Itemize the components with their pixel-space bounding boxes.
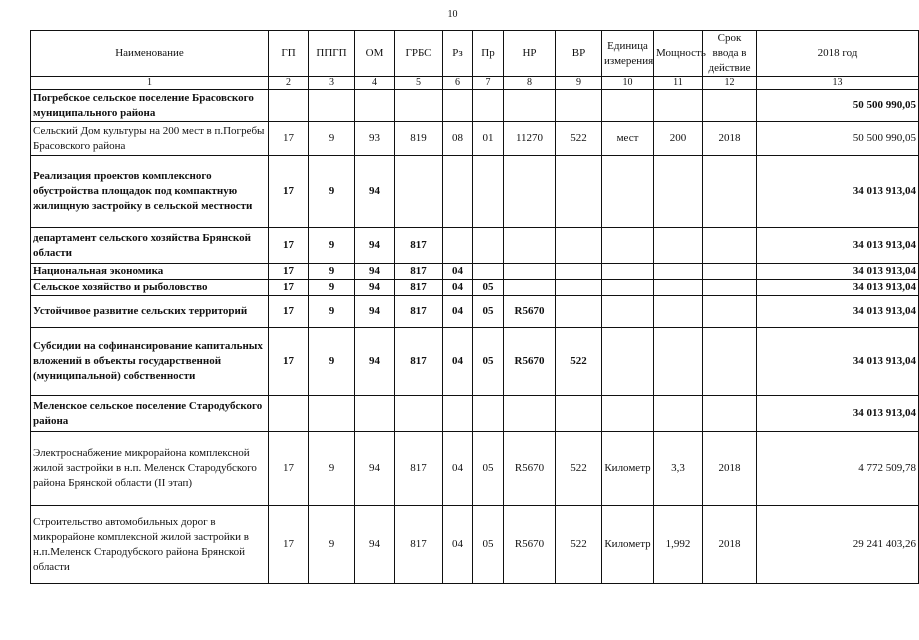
cell-vr xyxy=(556,296,602,328)
cell-capacity xyxy=(654,264,703,280)
cell-amount-2018: 34 013 913,04 xyxy=(757,280,919,296)
cell-gp: 17 xyxy=(269,280,309,296)
cell-capacity xyxy=(654,280,703,296)
cell-rz: 04 xyxy=(443,264,473,280)
cell-grbs xyxy=(395,156,443,228)
table-row xyxy=(31,296,919,328)
cell-pr xyxy=(473,90,504,122)
cell-om xyxy=(355,90,395,122)
cell-pr: 05 xyxy=(473,432,504,506)
cell-om: 94 xyxy=(355,506,395,584)
cell-grbs xyxy=(395,396,443,432)
cell-om: 94 xyxy=(355,432,395,506)
cell-capacity: 200 xyxy=(654,122,703,156)
cell-vr xyxy=(556,264,602,280)
cell-name: Меленское сельское поселение Стародубского района xyxy=(31,396,269,432)
cell-name: Устойчивое развитие сельских территорий xyxy=(31,296,269,328)
cell-name: Реализация проектов комплексного обустройства площадок под компактную жилищную застройку в сельской местности xyxy=(31,156,269,228)
cell-om xyxy=(355,396,395,432)
cell-pr: 01 xyxy=(473,122,504,156)
cell-amount-2018: 50 500 990,05 xyxy=(757,90,919,122)
table-row xyxy=(31,396,919,432)
cell-commission-date xyxy=(703,156,757,228)
cell-ppgp: 9 xyxy=(309,264,355,280)
column-number: 13 xyxy=(757,77,919,90)
column-number: 3 xyxy=(309,77,355,90)
cell-capacity: 1,992 xyxy=(654,506,703,584)
cell-unit xyxy=(602,280,654,296)
cell-gp: 17 xyxy=(269,296,309,328)
cell-om: 94 xyxy=(355,280,395,296)
column-number: 8 xyxy=(504,77,556,90)
cell-pr xyxy=(473,396,504,432)
header-pr: Пр xyxy=(473,31,504,77)
cell-commission-date: 2018 xyxy=(703,122,757,156)
cell-rz xyxy=(443,90,473,122)
cell-name: Субсидии на софинансирование капитальных вложений в объекты государственной (муниципальной) собственности xyxy=(31,328,269,396)
cell-grbs: 817 xyxy=(395,228,443,264)
cell-nr: R5670 xyxy=(504,328,556,396)
cell-ppgp xyxy=(309,396,355,432)
cell-gp: 17 xyxy=(269,264,309,280)
cell-vr: 522 xyxy=(556,432,602,506)
cell-unit: Километр xyxy=(602,432,654,506)
cell-ppgp: 9 xyxy=(309,228,355,264)
column-number: 11 xyxy=(654,77,703,90)
cell-name: Национальная экономика xyxy=(31,264,269,280)
cell-commission-date xyxy=(703,264,757,280)
cell-commission-date xyxy=(703,280,757,296)
cell-grbs: 817 xyxy=(395,432,443,506)
table-row xyxy=(31,90,919,122)
column-number: 5 xyxy=(395,77,443,90)
cell-amount-2018: 34 013 913,04 xyxy=(757,156,919,228)
cell-amount-2018: 34 013 913,04 xyxy=(757,264,919,280)
column-number: 12 xyxy=(703,77,757,90)
cell-amount-2018: 34 013 913,04 xyxy=(757,396,919,432)
cell-grbs xyxy=(395,90,443,122)
cell-gp: 17 xyxy=(269,328,309,396)
cell-ppgp: 9 xyxy=(309,328,355,396)
cell-gp: 17 xyxy=(269,156,309,228)
cell-vr: 522 xyxy=(556,122,602,156)
cell-ppgp: 9 xyxy=(309,280,355,296)
cell-unit xyxy=(602,228,654,264)
cell-gp xyxy=(269,396,309,432)
table-row xyxy=(31,506,919,584)
header-capacity: Мощность xyxy=(654,31,703,77)
column-number: 2 xyxy=(269,77,309,90)
cell-unit xyxy=(602,296,654,328)
cell-capacity xyxy=(654,90,703,122)
cell-unit: мест xyxy=(602,122,654,156)
table-body xyxy=(31,90,919,584)
cell-nr xyxy=(504,90,556,122)
cell-pr xyxy=(473,156,504,228)
column-number: 9 xyxy=(556,77,602,90)
cell-name: департамент сельского хозяйства Брянской области xyxy=(31,228,269,264)
cell-grbs: 817 xyxy=(395,296,443,328)
cell-unit xyxy=(602,264,654,280)
cell-unit xyxy=(602,156,654,228)
cell-pr: 05 xyxy=(473,296,504,328)
cell-vr xyxy=(556,228,602,264)
cell-vr: 522 xyxy=(556,506,602,584)
header-vr: ВР xyxy=(556,31,602,77)
table-row xyxy=(31,156,919,228)
cell-om: 94 xyxy=(355,228,395,264)
cell-pr: 05 xyxy=(473,328,504,396)
column-number: 7 xyxy=(473,77,504,90)
header-nr: НР xyxy=(504,31,556,77)
cell-unit xyxy=(602,90,654,122)
cell-commission-date xyxy=(703,228,757,264)
cell-name: Электроснабжение микрорайона комплексной жилой застройки в н.п. Меленск Стародубского района Брянской области (II этап) xyxy=(31,432,269,506)
header-unit: Единица измерения xyxy=(602,31,654,77)
cell-rz xyxy=(443,228,473,264)
table-row xyxy=(31,228,919,264)
cell-gp: 17 xyxy=(269,506,309,584)
cell-vr xyxy=(556,90,602,122)
page-number: 10 xyxy=(447,9,458,20)
cell-nr: R5670 xyxy=(504,432,556,506)
cell-rz: 04 xyxy=(443,280,473,296)
cell-rz: 04 xyxy=(443,328,473,396)
cell-capacity xyxy=(654,296,703,328)
cell-pr: 05 xyxy=(473,506,504,584)
column-number: 4 xyxy=(355,77,395,90)
cell-vr: 522 xyxy=(556,328,602,396)
cell-rz: 04 xyxy=(443,432,473,506)
cell-pr xyxy=(473,264,504,280)
cell-rz xyxy=(443,396,473,432)
table-row xyxy=(31,280,919,296)
cell-nr xyxy=(504,156,556,228)
cell-commission-date: 2018 xyxy=(703,506,757,584)
table-row xyxy=(31,328,919,396)
cell-ppgp xyxy=(309,90,355,122)
column-number: 6 xyxy=(443,77,473,90)
cell-capacity: 3,3 xyxy=(654,432,703,506)
cell-name: Сельское хозяйство и рыболовство xyxy=(31,280,269,296)
cell-gp: 17 xyxy=(269,122,309,156)
cell-gp: 17 xyxy=(269,432,309,506)
column-number: 1 xyxy=(31,77,269,90)
cell-rz xyxy=(443,156,473,228)
cell-pr xyxy=(473,228,504,264)
cell-om: 93 xyxy=(355,122,395,156)
cell-commission-date xyxy=(703,396,757,432)
cell-grbs: 819 xyxy=(395,122,443,156)
cell-capacity xyxy=(654,396,703,432)
column-number: 10 xyxy=(602,77,654,90)
cell-rz: 08 xyxy=(443,122,473,156)
cell-grbs: 817 xyxy=(395,280,443,296)
cell-amount-2018: 34 013 913,04 xyxy=(757,328,919,396)
cell-amount-2018: 50 500 990,05 xyxy=(757,122,919,156)
cell-name: Погребское сельское поселение Брасовского муниципального района xyxy=(31,90,269,122)
column-number-row xyxy=(31,77,919,90)
cell-name: Строительство автомобильных дорог в микрорайоне комплексной жилой застройки в н.п.Меленск Стародубского района Брянской области xyxy=(31,506,269,584)
header-commission-date: Срок ввода в действие xyxy=(703,31,757,77)
cell-vr xyxy=(556,396,602,432)
cell-unit xyxy=(602,328,654,396)
cell-om: 94 xyxy=(355,328,395,396)
header-name: Наименование xyxy=(31,31,269,77)
cell-om: 94 xyxy=(355,156,395,228)
cell-amount-2018: 29 241 403,26 xyxy=(757,506,919,584)
cell-amount-2018: 34 013 913,04 xyxy=(757,296,919,328)
cell-commission-date xyxy=(703,296,757,328)
cell-capacity xyxy=(654,328,703,396)
cell-unit xyxy=(602,396,654,432)
cell-nr: R5670 xyxy=(504,296,556,328)
cell-nr: 11270 xyxy=(504,122,556,156)
cell-amount-2018: 4 772 509,78 xyxy=(757,432,919,506)
cell-om: 94 xyxy=(355,264,395,280)
cell-ppgp: 9 xyxy=(309,296,355,328)
cell-ppgp: 9 xyxy=(309,506,355,584)
cell-ppgp: 9 xyxy=(309,156,355,228)
cell-nr xyxy=(504,264,556,280)
header-row xyxy=(31,31,919,77)
budget-table xyxy=(30,30,919,584)
cell-capacity xyxy=(654,156,703,228)
table-row xyxy=(31,432,919,506)
header-rz: Рз xyxy=(443,31,473,77)
cell-vr xyxy=(556,156,602,228)
cell-commission-date xyxy=(703,90,757,122)
cell-unit: Километр xyxy=(602,506,654,584)
header-om: ОМ xyxy=(355,31,395,77)
cell-ppgp: 9 xyxy=(309,122,355,156)
table-row xyxy=(31,264,919,280)
cell-nr xyxy=(504,396,556,432)
cell-amount-2018: 34 013 913,04 xyxy=(757,228,919,264)
cell-nr xyxy=(504,280,556,296)
cell-commission-date: 2018 xyxy=(703,432,757,506)
cell-commission-date xyxy=(703,328,757,396)
cell-name: Сельский Дом культуры на 200 мест в п.Погребы Брасовского района xyxy=(31,122,269,156)
header-grbs: ГРБС xyxy=(395,31,443,77)
cell-om: 94 xyxy=(355,296,395,328)
header-year-2018: 2018 год xyxy=(757,31,919,77)
cell-grbs: 817 xyxy=(395,328,443,396)
cell-pr: 05 xyxy=(473,280,504,296)
header-gp: ГП xyxy=(269,31,309,77)
table-row xyxy=(31,122,919,156)
cell-nr: R5670 xyxy=(504,506,556,584)
cell-capacity xyxy=(654,228,703,264)
cell-gp: 17 xyxy=(269,228,309,264)
cell-grbs: 817 xyxy=(395,264,443,280)
cell-rz: 04 xyxy=(443,506,473,584)
cell-vr xyxy=(556,280,602,296)
cell-nr xyxy=(504,228,556,264)
cell-rz: 04 xyxy=(443,296,473,328)
header-ppgp: ППГП xyxy=(309,31,355,77)
cell-gp xyxy=(269,90,309,122)
cell-grbs: 817 xyxy=(395,506,443,584)
cell-ppgp: 9 xyxy=(309,432,355,506)
